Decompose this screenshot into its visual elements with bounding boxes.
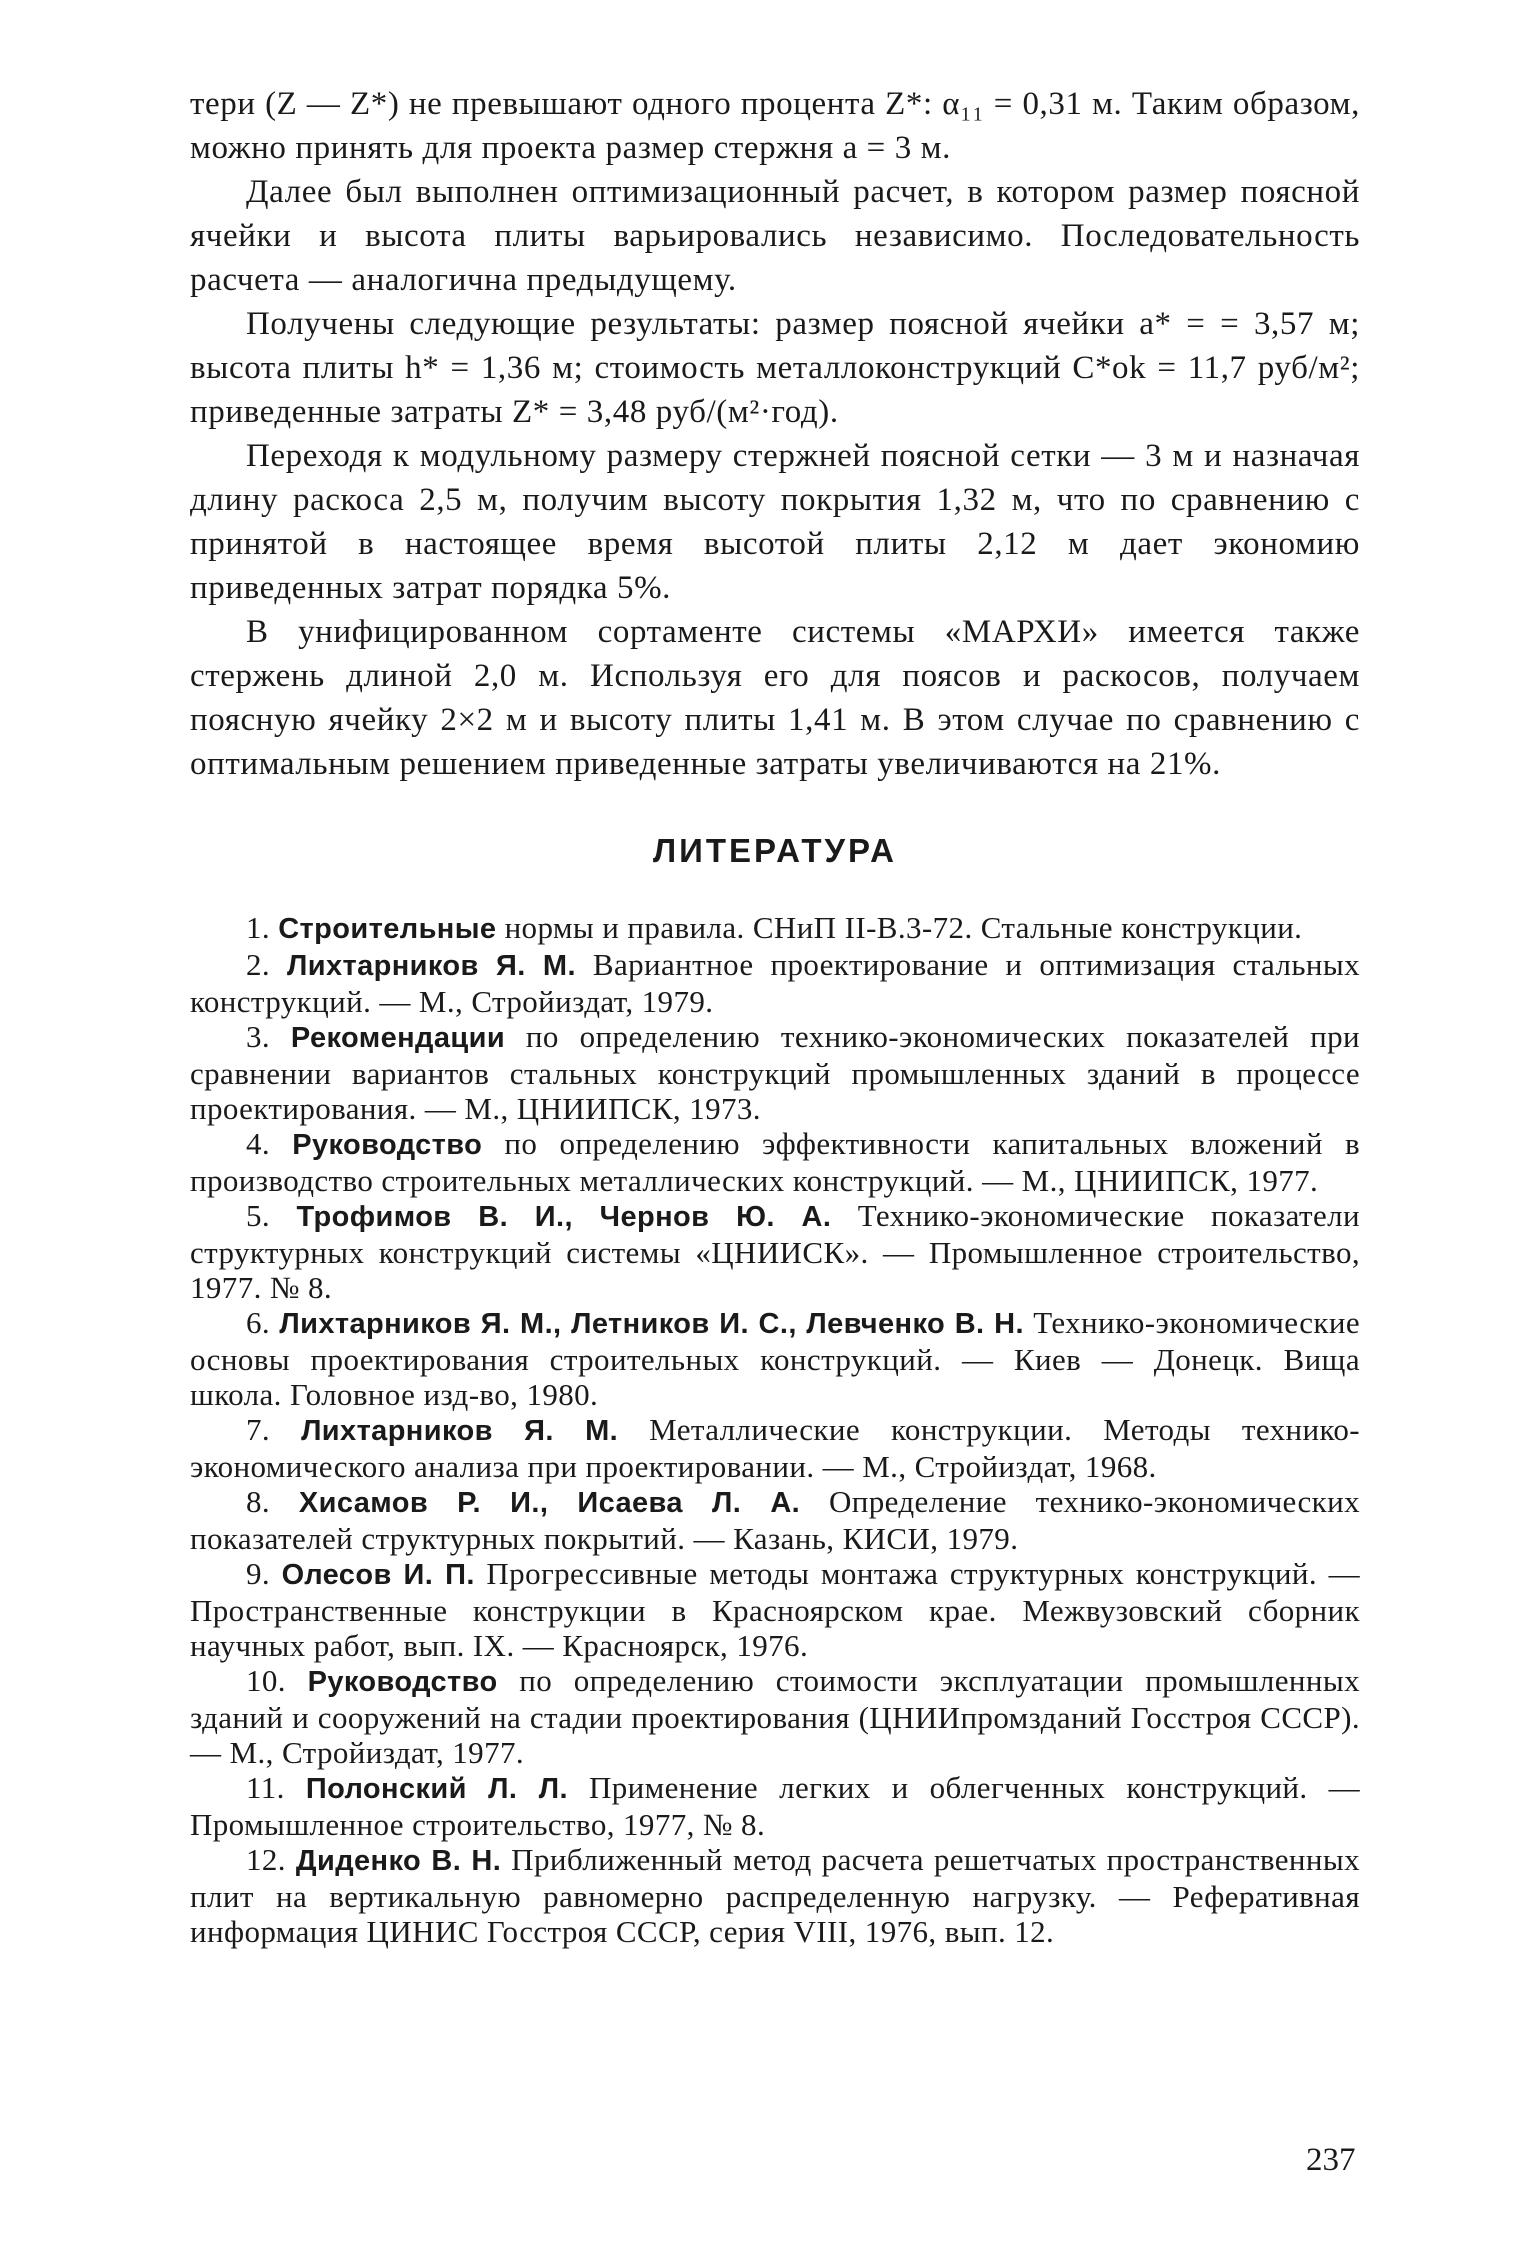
reference-item: 10. Руководство по определению стоимости эксплуатации промышленных зданий и сооружений на стадии проектирования (ЦНИИпромзданий Госстроя СССР). — М., Стройиздат, 1977. <box>190 1663 1360 1770</box>
page <box>190 82 1360 1949</box>
paragraph-2: Далее был выполнен оптимизационный расчет, в котором размер поясной ячейки и высота плиты варьировались независимо. Последовательность расчета — аналогична предыдущему. <box>190 174 1360 298</box>
paragraph-1: тери (Z — Z*) не превышают одного процента Z*: α₁₁ = 0,31 м. Таким образом, можно принять для проекта размер стержня a = 3 м. <box>190 86 1360 166</box>
body-text <box>190 82 1360 786</box>
paragraph-3: Получены следующие результаты: размер поясной ячейки a* = = 3,57 м; высота плиты h* = 1,36 м; стоимость металлоконструкций C*ok = 11,7 руб/м²; приведенные затраты Z* = 3,48 руб/(м²·год). <box>190 306 1360 430</box>
reference-item: 9. Олесов И. П. Прогрессивные методы монтажа структурных конструкций. — Пространственные конструкции в Красноярском крае. Межвузовский сборник научных работ, вып. IX. — Красноярск, 1976. <box>190 1556 1360 1663</box>
reference-item: 11. Полонский Л. Л. Применение легких и облегченных конструкций. — Промышленное строительство, 1977, № 8. <box>190 1770 1360 1842</box>
reference-item: 7. Лихтарников Я. М. Металлические конструкции. Методы технико-экономического анализа при проектировании. — М., Стройиздат, 1968. <box>190 1412 1360 1484</box>
page-number: 237 <box>1306 2142 1356 2178</box>
reference-item: 1. Строительные нормы и правила. СНиП II-В.3-72. Стальные конструкции. <box>246 910 1303 945</box>
paragraph-4: Переходя к модульному размеру стержней поясной сетки — 3 м и назначая длину раскоса 2,5 м, получим высоту покрытия 1,32 м, что по сравнению с принятой в настоящее время высотой плиты 2,12 м дает экономию приведенных затрат порядка 5%. <box>190 438 1360 606</box>
reference-item: 4. Руководство по определению эффективности капитальных вложений в производство строительных металлических конструкций. — М., ЦНИИПСК, 1977. <box>190 1126 1360 1198</box>
reference-list <box>190 910 1360 1949</box>
reference-item: 2. Лихтарников Я. М. Вариантное проектирование и оптимизация стальных конструкций. — М., Стройиздат, 1979. <box>190 947 1360 1019</box>
reference-item: 8. Хисамов Р. И., Исаева Л. А. Определение технико-экономических показателей структурных покрытий. — Казань, КИСИ, 1979. <box>190 1484 1360 1556</box>
reference-item: 12. Диденко В. Н. Приближенный метод расчета решетчатых пространственных плит на вертикальную равномерно распределенную нагрузку. — Реферативная информация ЦИНИС Госстроя СССР, серия VIII, 1976, вып. 12. <box>190 1842 1360 1949</box>
reference-item: 3. Рекомендации по определению технико-экономических показателей при сравнении вариантов стальных конструкций промышленных зданий в процессе проектирования. — М., ЦНИИПСК, 1973. <box>190 1019 1360 1126</box>
literature-heading: ЛИТЕРАТУРА <box>653 832 897 869</box>
reference-item: 6. Лихтарников Я. М., Летников И. С., Левченко В. Н. Технико-экономические основы проектирования строительных конструкций. — Киев — Донецк. Вища школа. Головное изд-во, 1980. <box>190 1305 1360 1412</box>
paragraph-5: В унифицированном сортаменте системы «МАРХИ» имеется также стержень длиной 2,0 м. Используя его для поясов и раскосов, получаем поясную ячейку 2×2 м и высоту плиты 1,41 м. В этом случае по сравнению с оптимальным решением приведенные затраты увеличиваются на 21%. <box>190 614 1360 782</box>
reference-item: 5. Трофимов В. И., Чернов Ю. А. Технико-экономические показатели структурных конструкций системы «ЦНИИСК». — Промышленное строительство, 1977. № 8. <box>190 1198 1360 1305</box>
